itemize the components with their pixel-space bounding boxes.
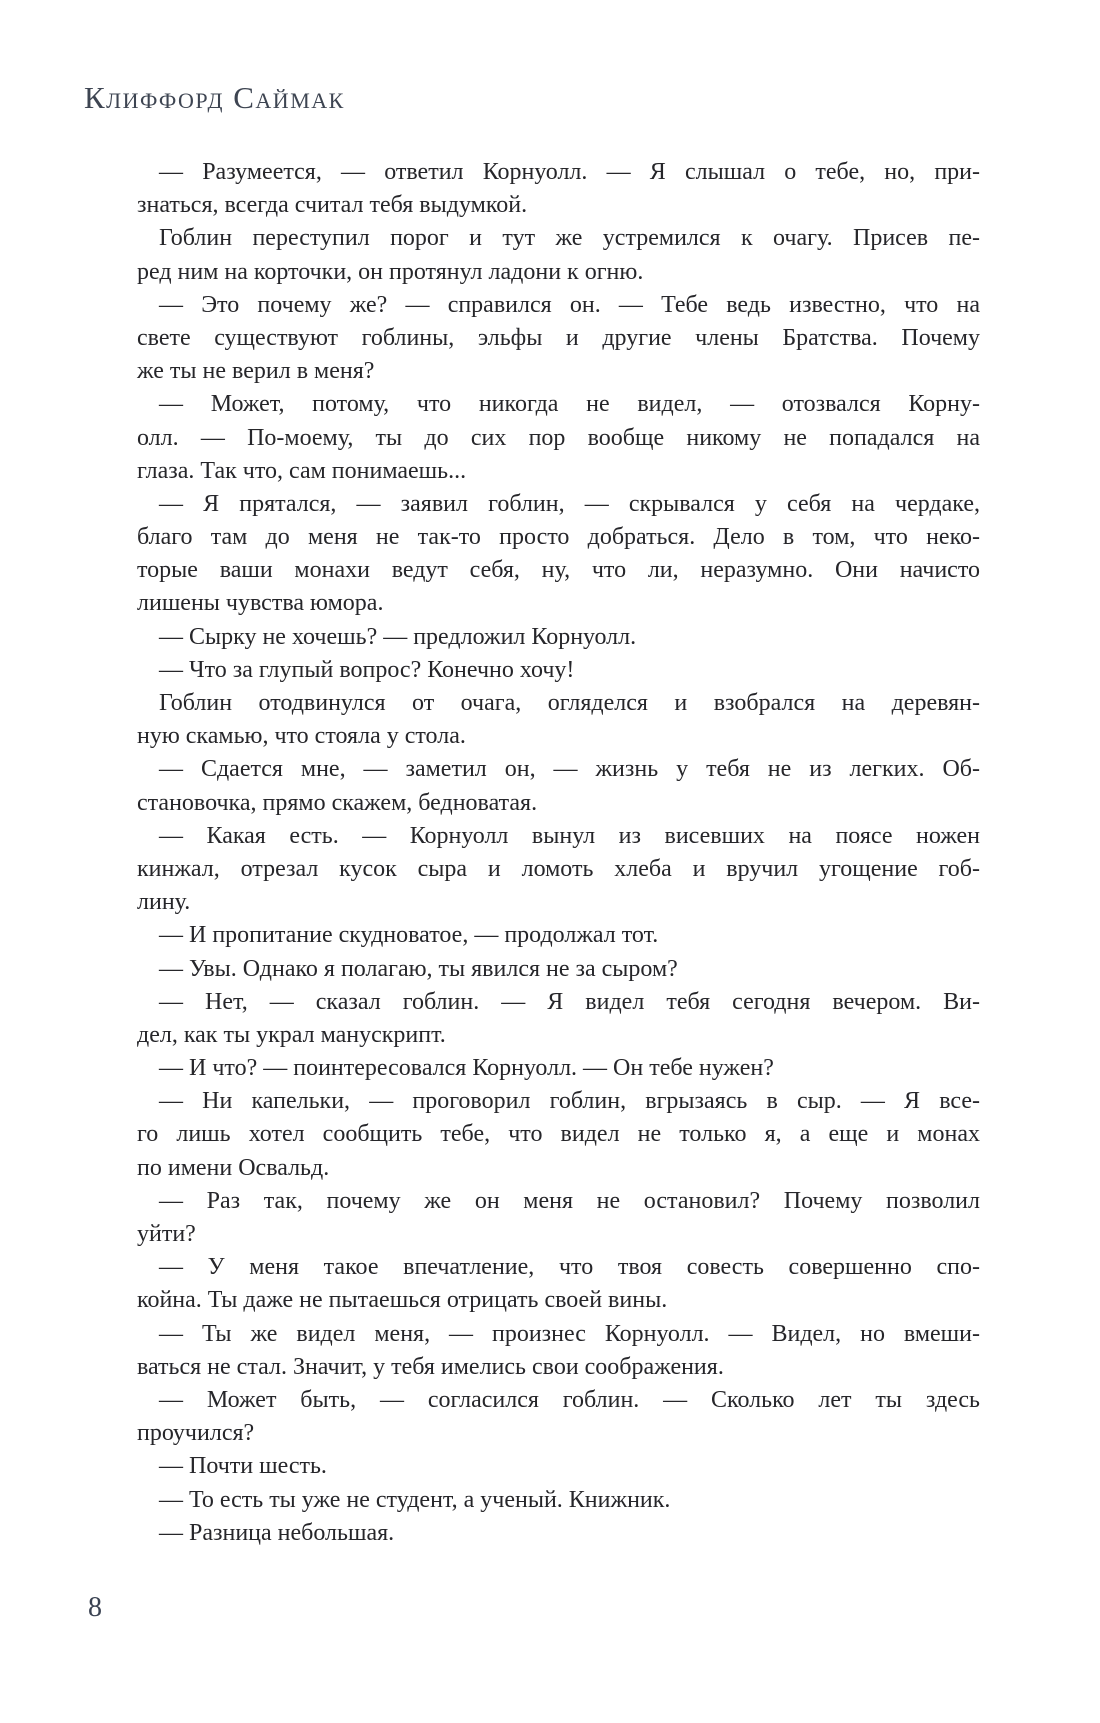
text-line: — Сырку не хочешь? — предложил Корнуолл. (159, 623, 637, 650)
text-line: — Разумеется, — ответил Корнуолл. — Я слышал о тебе, но, при- (159, 159, 980, 185)
text-line: койна. Ты даже не пытаешься отрицать своей вины. (137, 1287, 668, 1314)
text-line: глаза. Так что, сам понимаешь... (137, 457, 467, 484)
text-line: — Почти шесть. (159, 1453, 327, 1480)
text-line: — Разница небольшая. (159, 1519, 395, 1546)
text-line: Гоблин отодвинулся от очага, огляделся и взобрался на деревян- (159, 690, 980, 716)
text-line: — Увы. Однако я полагаю, ты явился не за сыром? (159, 955, 678, 982)
text-line: — Ты же видел меня, — произнес Корнуолл. — Видел, но вмеши- (159, 1320, 980, 1347)
page-number: 8 (88, 1592, 102, 1623)
text-line: проучился? (137, 1420, 255, 1447)
text-line: го лишь хотел сообщить тебе, что видел не только я, а еще и монах (137, 1121, 980, 1148)
text-line: — Это почему же? — справился он. — Тебе ведь известно, что на (159, 291, 980, 318)
text-line: лишены чувства юмора. (137, 590, 384, 617)
text-line: — У меня такое впечатление, что твоя совесть совершенно спо- (159, 1254, 980, 1281)
text-line: знаться, всегда считал тебя выдумкой. (137, 192, 528, 219)
text-line: благо там до меня не так-то просто добраться. Дело в том, что неко- (137, 524, 980, 551)
text-line: кинжал, отрезал кусок сыра и ломоть хлеба и вручил угощение гоб- (137, 855, 980, 882)
text-line: — И пропитание скудноватое, — продолжал тот. (159, 922, 659, 949)
text-line: — И что? — поинтересовался Корнуолл. — Он тебе нужен? (159, 1055, 774, 1082)
text-line: свете существуют гоблины, эльфы и другие члены Братства. Почему (137, 324, 980, 351)
text-line: уйти? (137, 1221, 196, 1247)
text-line: дел, как ты украл манускрипт. (137, 1021, 446, 1048)
body-text (137, 156, 980, 1550)
text-line: становочка, прямо скажем, бедноватая. (137, 789, 538, 816)
text-line: — Может, потому, что никогда не видел, — отозвался Корну- (159, 391, 980, 418)
text-line: — Раз так, почему же он меня не остановил? Почему позволил (159, 1187, 980, 1214)
text-line: олл. — По-моему, ты до сих пор вообще никому не попадался на (137, 424, 980, 451)
running-header: Клиффорд Саймак (84, 80, 345, 115)
text-line: ную скамью, что стояла у стола. (137, 723, 466, 750)
text-line: — Нет, — сказал гоблин. — Я видел тебя сегодня вечером. Ви- (159, 988, 980, 1015)
text-line: — Я прятался, — заявил гоблин, — скрывался у себя на чердаке, (159, 490, 980, 517)
text-line: — Какая есть. — Корнуолл вынул из висевших на поясе ножен (159, 822, 980, 849)
text-line: — Сдается мне, — заметил он, — жизнь у тебя не из легких. Об- (159, 756, 980, 783)
text-line: ред ним на корточки, он протянул ладони к огню. (137, 258, 644, 285)
text-line: — Ни капельки, — проговорил гоблин, вгрызаясь в сыр. — Я все- (159, 1088, 980, 1115)
text-line: торые ваши монахи ведут себя, ну, что ли, неразумно. Они начисто (137, 557, 980, 584)
text-line: ваться не стал. Значит, у тебя имелись свои соображения. (137, 1353, 724, 1380)
text-line: — Что за глупый вопрос? Конечно хочу! (159, 656, 575, 683)
text-line: по имени Освальд. (137, 1154, 330, 1181)
text-line: же ты не верил в меня? (137, 358, 375, 385)
text-line: лину. (137, 889, 191, 916)
text-line: Гоблин переступил порог и тут же устремился к очагу. Присев пе- (159, 225, 980, 252)
text-line: — Может быть, — согласился гоблин. — Сколько лет ты здесь (159, 1386, 980, 1413)
text-line: — То есть ты уже не студент, а ученый. Книжник. (159, 1486, 671, 1513)
